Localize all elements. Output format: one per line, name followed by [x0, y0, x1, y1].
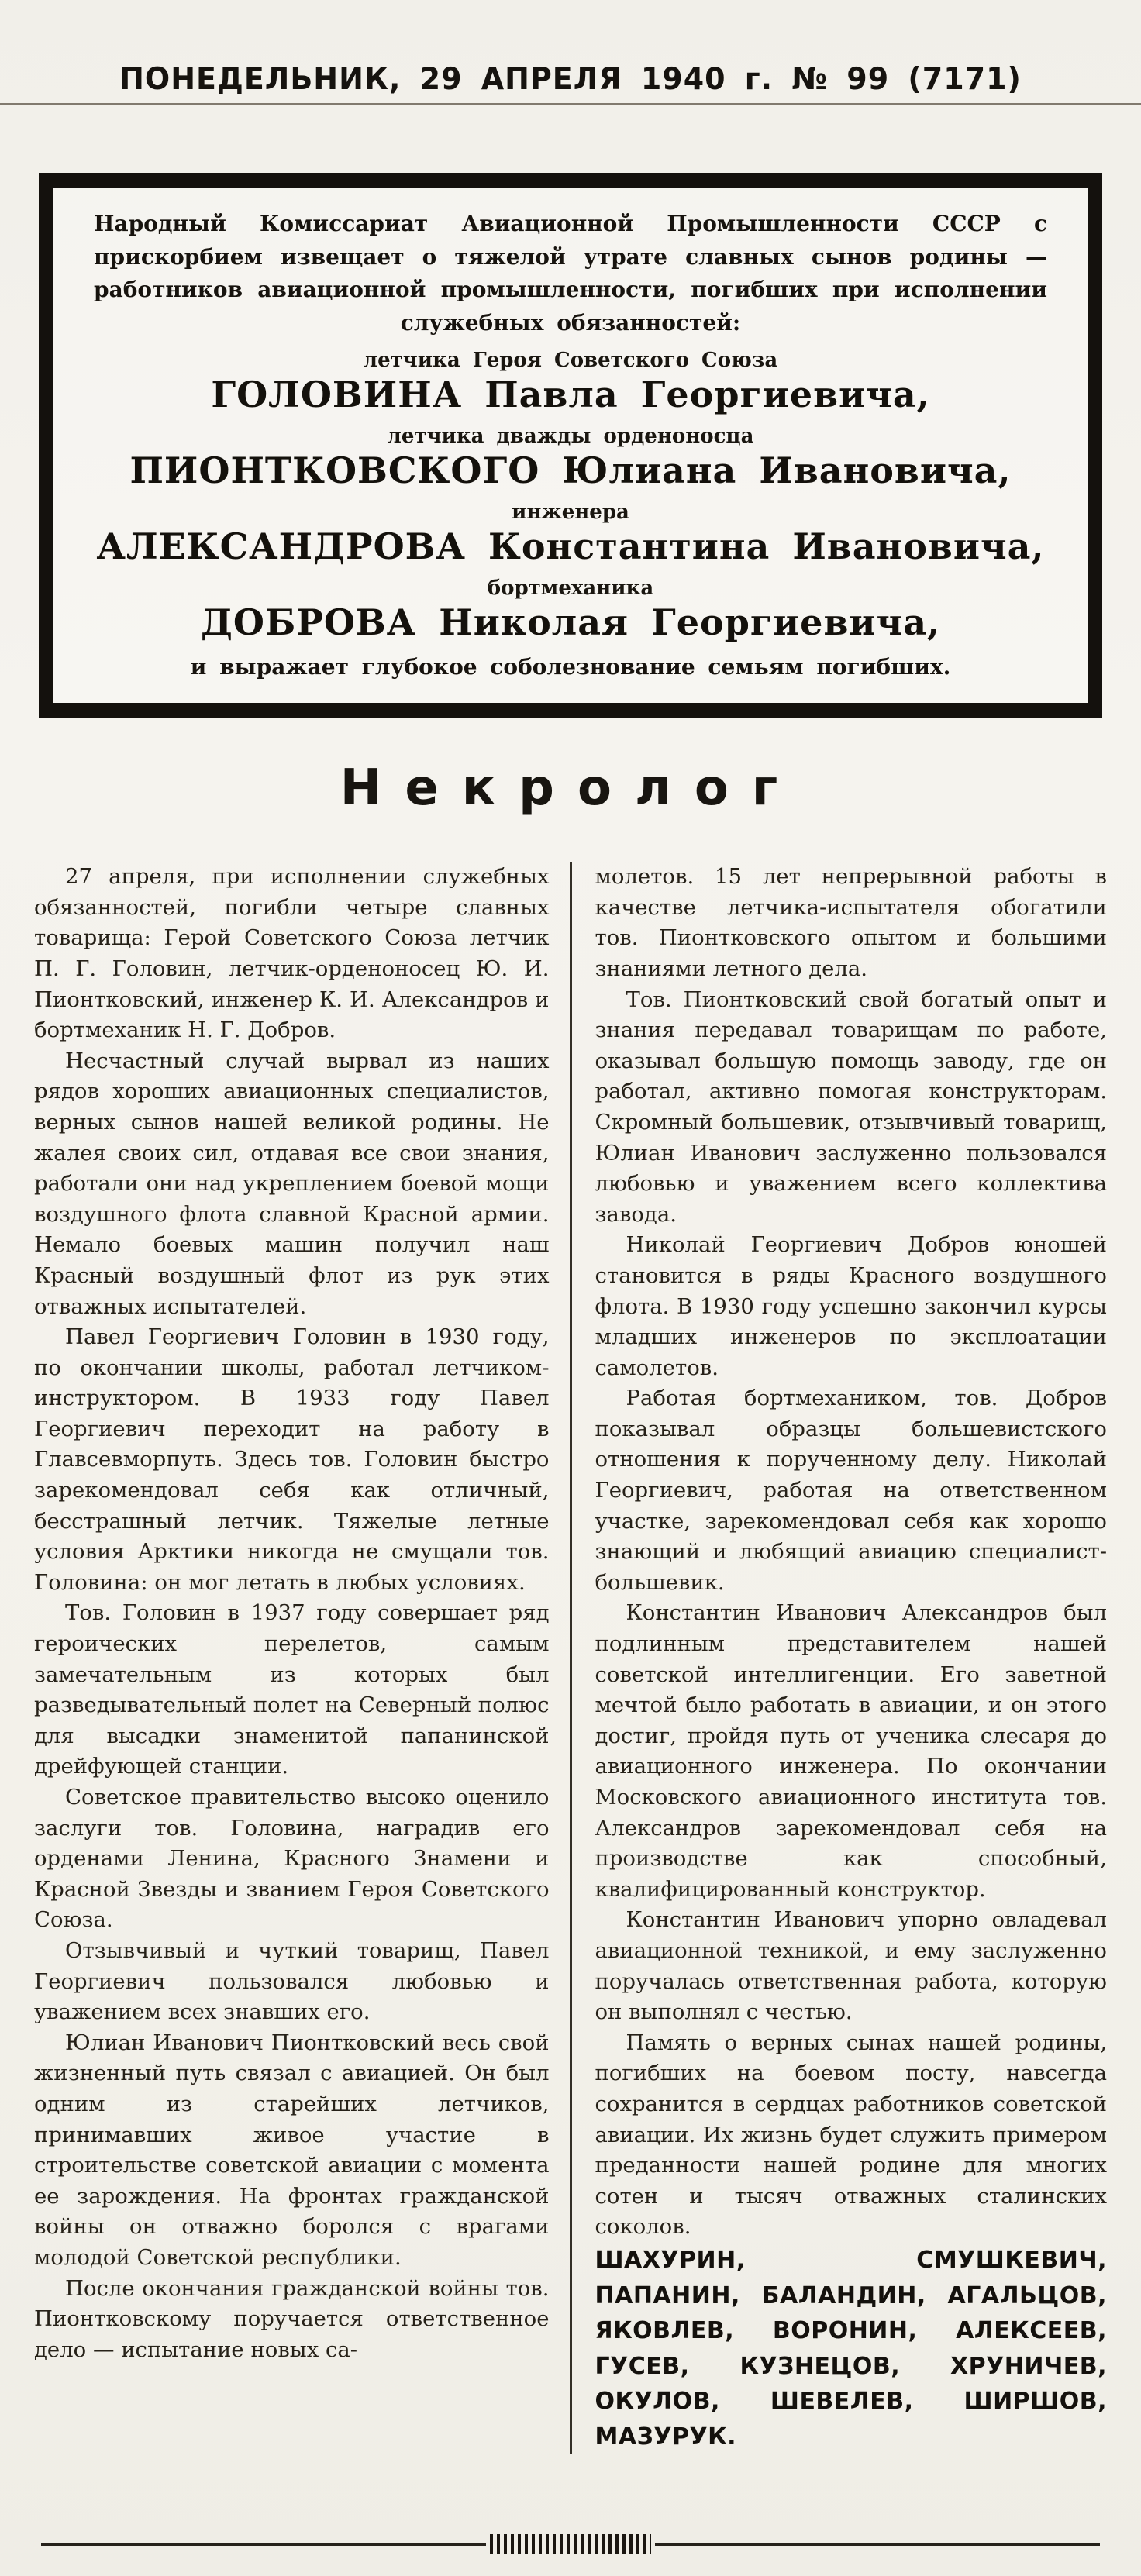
obituary-notice-box [39, 173, 1102, 718]
article-paragraph: Память о верных сынах нашей родины, погибших на боевом посту, навсегда сохранится в сердцах работников советской авиации. Их жизнь будет служить примером преданности нашей родине для многих сотен и тысяч отважных сталинских соколов. [595, 2030, 1107, 2240]
obituary-entry-role: летчика дважды орденоносца [387, 425, 754, 449]
article-columns [34, 862, 1107, 2454]
article-paragraph: Константин Иванович Александров был подлинным представителем нашей советской интеллигенции. Его заветной мечтой было работать в авиации, и он этого достиг, пройдя путь от ученика слесаря до авиационного инженера. По окончании Московского авиационного института тов. Александров зарекомендовал себя на производстве как способный, квалифицированный конструктор. [595, 1600, 1107, 1902]
article-paragraph: молетов. 15 лет непрерывной работы в качестве летчика-испытателя обогатили тов. Пионтковского опытом и большими знаниями летного дела. [595, 864, 1107, 981]
article-paragraph: Тов. Пионтковский свой богатый опыт и знания передавал товарищам по работе, оказывал большую помощь заводу, где он работал, активно помогая конструкторам. Скромный большевик, отзывчивый товарищ, Юлиан Иванович заслуженно пользовался любовью и уважением всего коллектива завода. [595, 987, 1107, 1227]
signatures-block: ШАХУРИН, СМУШКЕВИЧ, ПАПАНИН, БАЛАНДИН, АГАЛЬЦОВ, ЯКОВЛЕВ, ВОРОНИН, АЛЕКСЕЕВ, ГУСЕВ, КУЗНЕЦОВ, ХРУНИЧЕВ, ОКУЛОВ, ШЕВЕЛЕВ, ШИРШОВ, МАЗУРУК. [595, 2246, 1107, 2450]
divider-line-left [41, 2543, 486, 2546]
obituary-entry-name: ПИОНТКОВСКОГО Юлиана Ивановича, [129, 449, 1012, 492]
obituary-closing: и выражает глубокое соболезнование семьям погибших. [190, 654, 951, 680]
article-paragraph: Николай Георгиевич Добров юношей становится в ряды Красного воздушного флота. В 1930 году успешно закончил курсы младших инженеров по эксплоатации самолетов. [595, 1232, 1107, 1380]
obituary-entry-name: АЛЕКСАНДРОВА Константина Ивановича, [96, 525, 1045, 568]
obituary-intro: Народный Комиссариат Авиационной Промышленности СССР с прискорбием извещает о тяжелой утрате славных сынов родины — работников авиационной промышленности, погибших при исполнении служебных обязанностей: [94, 211, 1047, 336]
article-paragraph: Советское правительство высоко оценило заслуги тов. Головина, наградив его орденами Ленина, Красного Знамени и Красной Звезды и званием Героя Советского Союза. [34, 1785, 550, 1933]
bottom-divider [41, 2534, 1100, 2554]
obituary-entry [94, 501, 1047, 567]
obituary-entry-role: летчика Героя Советского Союза [363, 349, 778, 373]
article-title: Некролог [340, 759, 801, 818]
obituary-entry-role: инженера [512, 501, 629, 525]
obituary-entry [94, 349, 1047, 415]
obituary-entry [94, 425, 1047, 491]
article-paragraph: 27 апреля, при исполнении служебных обязанностей, погибли четыре славных товарища: Герой Советского Союза летчик П. Г. Головин, летчик-орденоносец Ю. И. Пионтковский, инженер К. И. Александров и бортмеханик Н. Г. Добров. [34, 864, 550, 1043]
article-paragraph: После окончания гражданской войны тов. Пионтковскому поручается ответственное дело — испытание новых са- [34, 2275, 550, 2362]
article-column-left [34, 862, 570, 2454]
article-paragraph: Юлиан Иванович Пионтковский весь свой жизненный путь связал с авиацией. Он был одним из старейших летчиков, принимавших живое участие в строительстве советской авиации с момента ее зарождения. На фронтах гражданской войны он отважно боролся с врагами молодой Советской республики. [34, 2030, 550, 2270]
article-paragraph: Отзывчивый и чуткий товарищ, Павел Георгиевич пользовался любовью и уважением всех знавших его. [34, 1937, 550, 2025]
obituary-entry-role: бортмеханика [487, 577, 654, 601]
divider-hatch [490, 2534, 651, 2554]
article-paragraph: Несчастный случай вырвал из наших рядов хороших авиационных специалистов, верных сынов нашей великой родины. Не жалея своих сил, отдавая все свои знания, работали они над укреплением боевой мощи воздушного флота славной Красной армии. Немало боевых машин получил наш Красный воздушный флот из рук этих отважных испытателей. [34, 1048, 550, 1319]
divider-line-right [655, 2543, 1100, 2546]
masthead-rule [0, 103, 1141, 105]
obituary-entry [94, 577, 1047, 643]
obituary-entry-name: ГОЛОВИНА Павла Георгиевича, [211, 374, 930, 416]
article-paragraph: Константин Иванович упорно овладевал авиационной техникой, и ему заслуженно поручалась ответственная работа, которую он выполнял с честью. [595, 1907, 1107, 2025]
article-column-right [572, 862, 1108, 2454]
article-paragraph: Павел Георгиевич Головин в 1930 году, по окончании школы, работал летчиком-инструктором. В 1933 году Павел Георгиевич переходит на работу в Главсевморпуть. Здесь тов. Головин быстро зарекомендовал себя как отличный, бесстрашный летчик. Тяжелые летные условия Арктики никогда не смущали тов. Головина: он мог летать в любых условиях. [34, 1324, 550, 1595]
masthead-dateline: ПОНЕДЕЛЬНИК, 29 АПРЕЛЯ 1940 г. № 99 (7171) [119, 60, 1022, 97]
article-paragraph: Тов. Головин в 1937 году совершает ряд героических перелетов, самым замечательным из которых был разведывательный полет на Северный полюс для высадки знаменитой папанинской дрейфующей станции. [34, 1600, 550, 1779]
obituary-entry-name: ДОБРОВА Николая Георгиевича, [200, 601, 941, 644]
article-paragraph: Работая бортмехаником, тов. Добров показывал образцы большевистского отношения к порученному делу. Николай Георгиевич, работая на ответственном участке, зарекомендовал себя как хорошо знающий и любящий авиацию специалист-большевик. [595, 1386, 1107, 1595]
